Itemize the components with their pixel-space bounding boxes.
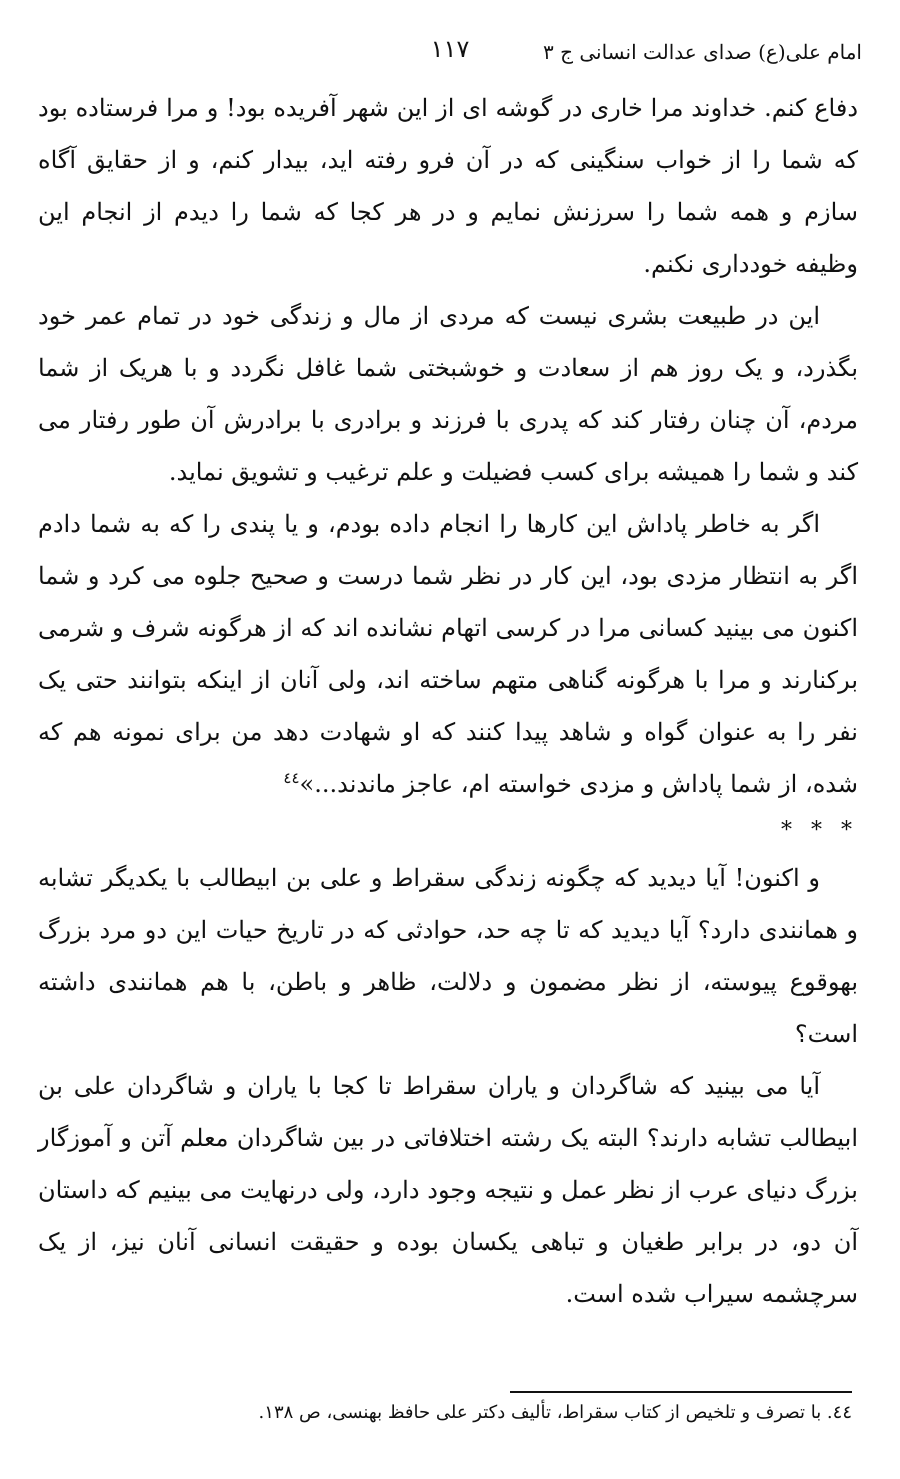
paragraph: و اکنون! آیا دیدید که چگونه زندگی سقراط و علی بن ابیطالب با یکدیگر تشابه و همانندی دارد؟ آیا دیدید که تا چه حد، حوادثی که در تاریخ حیات این دو مرد بزرگ بهوقوع پیوسته، از نظر مضمون و دلالت، ظاهر و باطن، با هم همانندی داشته است؟ bbox=[38, 864, 859, 1048]
paragraph-text: اگر به خاطر پاداش این کارها را انجام داده بودم، و یا پندی را که به شما دادم اگر به انتظار مزدی بود، این کار در نظر شما درست و صحیح جلوه می کرد و شما اکنون می بینید کسانی مرا در کرسی اتهام نشانده اند که از هرگونه شرف و شرمی برکنارند و مرا با هرگونه گناهی متهم ساخته اند، ولی آنان از اینکه بتوانند حتی یک نفر را به عنوان گواه و شاهد پیدا کنند که او شهادت دهد من برای نمونه هم که شده، از شما پاداش و مزدی خواسته ام، عاجز ماندند...» bbox=[38, 510, 858, 798]
section-separator: * * * bbox=[781, 818, 858, 843]
paragraph: دفاع کنم. خداوند مرا خاری در گوشه ای از این شهر آفریده بود! و مرا فرستاده بود که شما را از خواب سنگینی که در آن فرو رفته اید، بیدار کنم، و از حقایق آگاه سازم و همه شما را سرزنش نمایم و در هر کجا که شما را دیدم از انجام این وظیفه خودداری نکنم. bbox=[38, 94, 858, 278]
page-number: ۱۱۷ bbox=[430, 35, 470, 63]
body-text bbox=[38, 82, 858, 1320]
footnote: ٤٤. با تصرف و تلخیص از کتاب سقراط، تألیف دکتر علی حافظ بهنسی، ص ۱۳۸. bbox=[258, 1402, 852, 1423]
footnote-reference: ٤٤ bbox=[283, 769, 300, 787]
footnote-divider bbox=[510, 1391, 852, 1393]
running-header: امام علی(ع) صدای عدالت انسانی ج ۳ bbox=[542, 40, 862, 64]
paragraph bbox=[38, 498, 858, 810]
paragraph: این در طبیعت بشری نیست که مردی از مال و زندگی خود در تمام عمر خود بگذرد، و یک روز هم از سعادت و خوشبختی شما غافل نگردد و با هریک از شما مردم، آن چنان رفتار کند که پدری با فرزند و برادری با برادرش آن طور رفتار می کند و شما را همیشه برای کسب فضیلت و علم ترغیب و تشویق نماید. bbox=[38, 302, 858, 486]
paragraph: آیا می بینید که شاگردان و یاران سقراط تا کجا با یاران و شاگردان علی بن ابیطالب تشابه دارند؟ البته یک رشته اختلافاتی در بین شاگردان معلم آتن و آموزگار بزرگ دنیای عرب از نظر عمل و نتیجه وجود دارد، ولی درنهایت می بینیم که داستان آن دو، در برابر طغیان و تباهی یکسان بوده و حقیقت انسانی آنان نیز، از یک سرچشمه سیراب شده است. bbox=[38, 1072, 859, 1308]
